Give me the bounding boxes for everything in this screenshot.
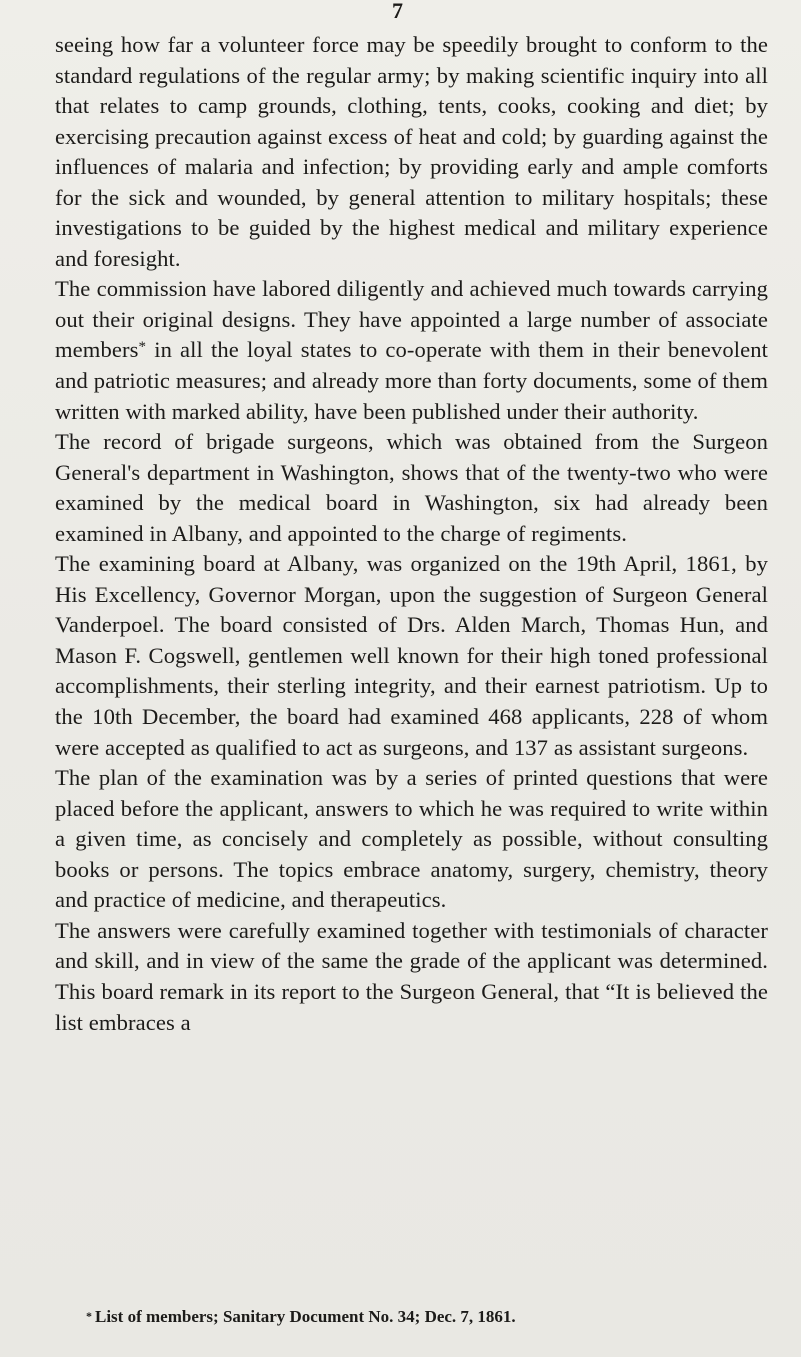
paragraph-4: The examining board at Albany, was organized on the 19th April, 1861, by His Excellency, Governor Morgan, upon the suggestion of Surgeon General Vanderpoel. The board consisted of Drs. Alden March, Thomas Hun, and Mason F. Cogswell, gentlemen well known for their high toned professional accomplishments, their sterling integrity, and their earnest patriotism. Up to the 10th December, the board had examined 468 applicants, 228 of whom were accepted as qualified to act as surgeons, and 137 as assistant surgeons. [55,551,768,760]
paragraph-2-text-start: The commission have labored diligently and achieved much towards carrying out their original designs. They have appointed a large number of associate members [55,276,768,363]
footnote-text: List of members; Sanitary Document No. 34; Dec. 7, 1861. [95,1307,516,1326]
page-number: 7 [392,0,403,23]
body-text [55,30,768,1038]
paragraph-5: The plan of the examination was by a series of printed questions that were placed before the applicant, answers to which he was required to write within a given time, as concisely and completely as possible, without consulting books or persons. The topics embrace anatomy, surgery, chemistry, theory and practice of medicine, and therapeutics. [55,765,768,913]
paragraph-6: The answers were carefully examined together with testimonials of character and skill, and in view of the same the grade of the applicant was determined. This board remark in its report to the Surgeon General, that “It is believed the list embraces a [55,917,768,1035]
paragraph-2 [55,274,768,427]
footnote-marker: * [86,1309,92,1323]
footnote-reference: * [138,339,147,356]
paragraph-1: seeing how far a volunteer force may be speedily brought to conform to the standard regulations of the regular army; by making scientific inquiry into all that relates to camp grounds, clothing, tents, cooks, cooking and diet; by exercising precaution against excess of heat and cold; by guarding against the influences of malaria and infection; by providing early and ample comforts for the sick and wounded, by general attention to military hospitals; these investigations to be guided by the highest medical and military experience and foresight. [55,32,768,271]
paragraph-3: The record of brigade surgeons, which was obtained from the Surgeon General's department in Washington, shows that of the twenty-two who were examined by the medical board in Washington, six had already been examined in Albany, and appointed to the charge of regiments. [55,429,768,546]
paragraph-2-text-end: in all the loyal states to co-operate with them in their benevolent and patriotic measures; and already more than forty documents, some of them written with marked ability, have been published under their authority. [55,337,768,424]
footnote [86,1306,516,1327]
